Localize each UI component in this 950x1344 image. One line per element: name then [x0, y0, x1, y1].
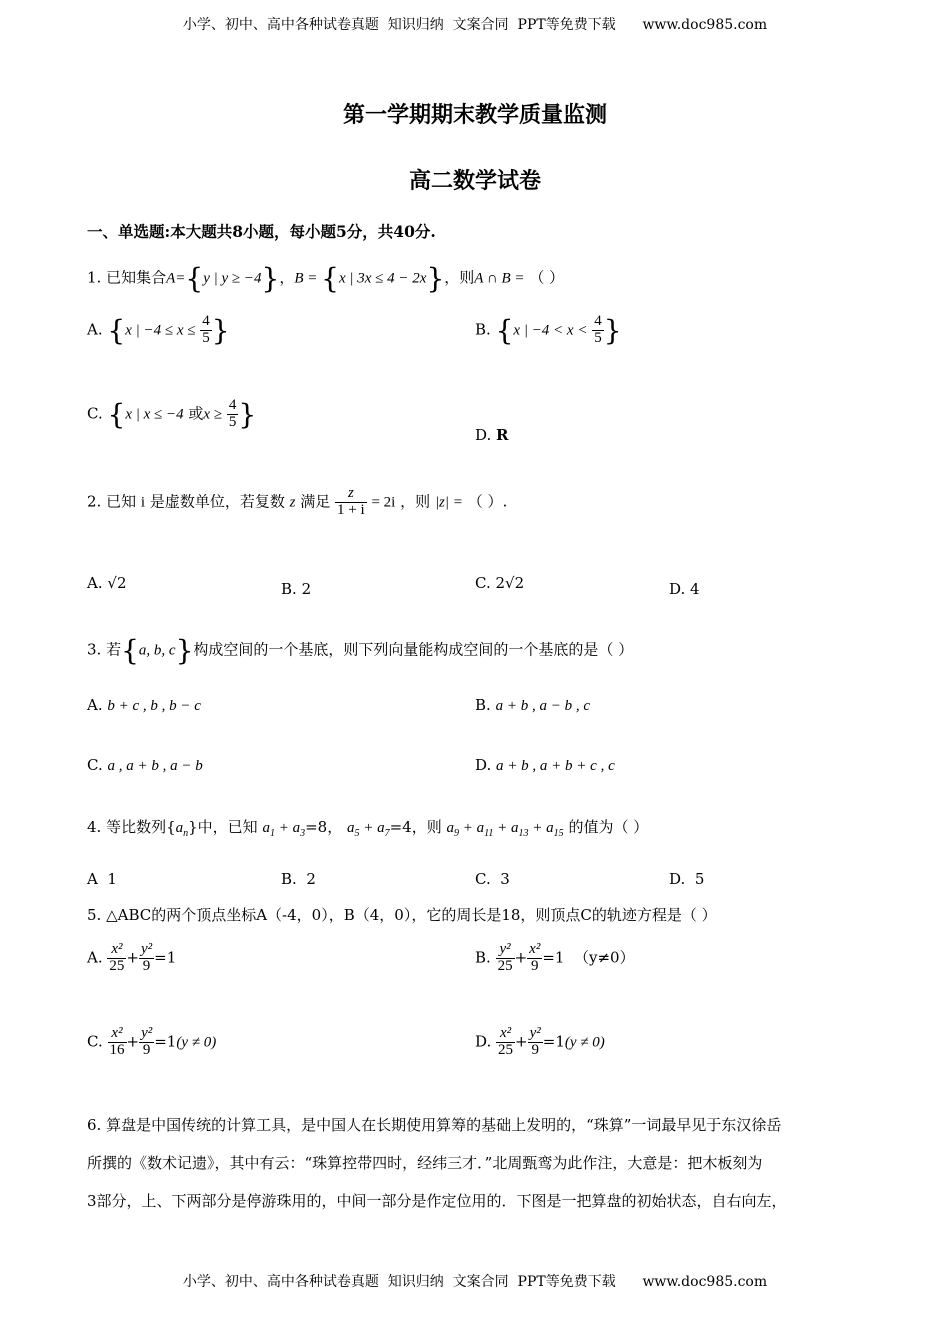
q1-option-a[interactable]: A. {x | −4 ≤ x ≤ $\frac{4}{5}$ }: [87, 313, 230, 347]
option-label: B.: [475, 320, 491, 339]
q2-paren: （ ）.: [467, 492, 508, 511]
q1-stem-pre: 1. 已知集合: [87, 268, 167, 287]
question-2-stem: [87, 486, 507, 519]
q1-set-b: x | 3x ≤ 4 − 2x: [338, 270, 427, 287]
option-label: C.: [87, 1032, 103, 1051]
q3-option-b[interactable]: [475, 696, 590, 715]
q4-target-sum: $a_9 + a_{11} + a_{13} + a_{15}$: [446, 820, 564, 839]
option-text: 2√2: [495, 574, 525, 592]
option-label: C.: [475, 870, 491, 888]
q2-stem-mid2: 满足: [300, 492, 331, 511]
q2-then: ，则: [400, 492, 431, 511]
option-label: D.: [475, 426, 492, 444]
option-text: √2: [107, 574, 127, 592]
q3-stem-post: 构成空间的一个基底，则下列向量能构成空间的一个基底的是（ ）: [193, 640, 634, 659]
q4-cond1: =8，: [305, 818, 343, 836]
q1-option-b[interactable]: B. {x | −4 < x < $\frac{4}{5}$ }: [475, 313, 622, 347]
question-3-stem: 3. 若{a, b, c}构成空间的一个基底，则下列向量能构成空间的一个基底的是（ ）: [87, 634, 634, 667]
option-label: B.: [475, 696, 491, 714]
q2-i: i: [140, 494, 146, 511]
frac-den: 5: [228, 414, 237, 430]
frac-den: 5: [594, 330, 602, 346]
question-6-text: [87, 1106, 867, 1220]
option-label: A.: [87, 320, 103, 339]
option-label: A.: [87, 574, 103, 592]
q1-then: ，则: [444, 268, 475, 287]
q4-stem-mid: }中，已知: [188, 818, 258, 836]
option-text: x | −4 < x <: [513, 322, 588, 339]
option-text: x | −4 ≤ x ≤: [125, 322, 196, 339]
equation-rhs: =1: [154, 948, 177, 967]
q4-term-1: $a_1 + a_3$: [262, 820, 306, 839]
frac-den: 9: [142, 1041, 151, 1058]
option-text: b + c , b , b − c: [107, 698, 201, 714]
option-label: D.: [475, 1032, 492, 1051]
frac-num: y²: [529, 1025, 541, 1041]
q1-intersection: A ∩ B =: [474, 270, 525, 287]
frac-num: y²: [140, 941, 153, 957]
frac-den: 16: [109, 1041, 125, 1058]
q4-option-c[interactable]: [475, 870, 510, 888]
option-label: B.: [281, 580, 297, 598]
q2-option-d[interactable]: [669, 580, 700, 598]
frac-den: 25: [498, 1041, 514, 1058]
q3-basis: a, b, c: [138, 642, 176, 659]
page-footer: 小学、初中、高中各种试卷真题 知识归纳 文案合同 PPT等免费下载 www.doc985.com: [182, 1274, 768, 1290]
frac-den: 9: [531, 1041, 539, 1058]
frac-num: x²: [108, 1026, 127, 1043]
equation-rhs: =1: [542, 948, 565, 967]
frac-den: 5: [202, 330, 210, 346]
option-label: A.: [87, 696, 103, 714]
frac-num: y²: [496, 942, 515, 959]
q5-option-c[interactable]: C. $\frac{\text{x²}}{16}$ + $\frac{\text{y²}}{9}$ =1(y ≠ 0): [87, 1025, 217, 1058]
frac-den: 9: [142, 957, 151, 974]
option-text: R: [496, 426, 509, 444]
q4-option-d[interactable]: [669, 870, 704, 888]
q1-set-b-label: B =: [294, 270, 322, 287]
q2-eq: = 2i: [371, 494, 396, 511]
q4-an-sub: n: [183, 828, 189, 839]
q6-line-2: 所撰的《数术记遗》，其中有云：“珠算控带四时，经纬三才．”北周甄鸾为此作注，大意是：把木板刻为: [87, 1154, 763, 1172]
q1-set-a: y | y ≥ −4: [203, 270, 262, 287]
question-5-stem: 5. △ABC的两个顶点坐标A（-4，0），B（4，0），它的周长是18，则顶点C的轨迹方程是（ ）: [87, 906, 717, 924]
q2-z: z: [289, 494, 296, 511]
q3-option-c[interactable]: [87, 756, 203, 775]
option-label: C.: [87, 404, 103, 423]
q4-an: a: [175, 820, 184, 836]
option-text: 4: [690, 580, 700, 598]
section-heading: 一、单选题:本大题共8小题，每小题5分，共40分.: [87, 222, 436, 241]
exam-title: 第一学期期末教学质量监测: [342, 102, 607, 128]
option-text: 3: [500, 870, 510, 888]
frac-den: 1 + i: [337, 501, 365, 518]
condition: (y ≠ 0): [564, 1034, 605, 1051]
option-text: 5: [694, 870, 705, 888]
option-text: a + b , a − b , c: [495, 698, 590, 714]
option-label: A.: [87, 948, 103, 967]
frac-den: 25: [109, 957, 125, 974]
q5-option-d[interactable]: D. $\frac{\text{x²}}{25}$ + $\frac{\text{y²}}{9}$ =1(y ≠ 0): [475, 1025, 605, 1058]
q1-option-c[interactable]: C. {x | x ≤ −4 或x ≥ $\frac{4}{5}$ }: [87, 397, 257, 431]
question-1-stem: 1. 已知集合A={y | y ≥ −4}，B = {x | 3x ≤ 4 − 2x}，则A ∩ B = （ ）: [87, 262, 565, 295]
frac-num: z: [335, 486, 367, 503]
q4-cond2: =4，则: [389, 818, 442, 836]
frac-num: x²: [496, 1026, 515, 1043]
frac-num: x²: [107, 942, 126, 959]
frac-num: 4: [594, 313, 602, 330]
q4-option-a[interactable]: [87, 870, 117, 888]
frac-num: y²: [141, 1025, 153, 1041]
q3-option-a[interactable]: [87, 696, 201, 715]
q2-stem-mid: 是虚数单位，若复数: [149, 492, 285, 511]
q2-option-c[interactable]: [475, 574, 524, 592]
option-label: C.: [87, 756, 103, 774]
option-label: B.: [475, 948, 491, 967]
option-label: D.: [669, 870, 686, 888]
q4-option-b[interactable]: [281, 870, 316, 888]
page-header: 小学、初中、高中各种试卷真题 知识归纳 文案合同 PPT等免费下载 www.doc985.com: [182, 17, 768, 33]
option-label: D.: [475, 756, 492, 774]
frac-num: x²: [529, 941, 541, 957]
q2-abs: |z| =: [434, 494, 463, 511]
option-label: A: [87, 870, 98, 888]
option-text: 2: [301, 580, 312, 598]
option-or: 或: [188, 404, 204, 423]
q4-stem-post: 的值为（ ）: [568, 818, 649, 836]
q2-option-a[interactable]: [87, 574, 127, 592]
frac-num: 4: [202, 313, 210, 330]
q2-option-b[interactable]: [281, 580, 311, 598]
frac-num: 4: [228, 397, 237, 414]
option-text-2: x ≥: [203, 406, 223, 423]
option-text: a , a + b , a − b: [107, 758, 203, 774]
q6-line-3: 3部分，上、下两部分是停游珠用的，中间一部分是作定位用的．下图是一把算盘的初始状态，自右向左，: [87, 1192, 787, 1210]
exam-subtitle: 高二数学试卷: [408, 168, 541, 194]
q3-option-d[interactable]: [475, 756, 615, 775]
equation-rhs: =1: [154, 1032, 177, 1051]
q3-stem-pre: 3. 若: [87, 640, 122, 659]
q5-option-b[interactable]: B. $\frac{\text{y²}}{25}$ + $\frac{\text{x²}}{9}$ =1 （y≠0）: [475, 941, 635, 974]
q6-line-1: 6. 算盘是中国传统的计算工具，是中国人在长期使用算筹的基础上发明的，“珠算”一词最早见于东汉徐岳: [87, 1116, 782, 1134]
question-4-stem: [87, 816, 648, 839]
condition: (y ≠ 0): [176, 1034, 217, 1051]
q1-option-d[interactable]: [475, 426, 509, 444]
option-text: a + b , a + b + c , c: [496, 758, 615, 774]
option-label: D.: [669, 580, 686, 598]
q1-set-a-label: A=: [166, 270, 186, 287]
option-label: C.: [475, 574, 491, 592]
option-text: 1: [107, 870, 117, 888]
option-text: x | x ≤ −4: [125, 406, 184, 423]
option-text: 2: [306, 870, 316, 888]
condition: （y≠0）: [573, 948, 635, 967]
frac-den: 25: [497, 957, 513, 974]
q4-stem-pre: 4. 等比数列{: [87, 818, 176, 836]
option-label: B.: [281, 870, 297, 888]
equation-rhs: =1: [542, 1032, 565, 1051]
q2-stem-pre: 2. 已知: [87, 492, 137, 511]
q4-term-2: $a_5 + a_7$: [346, 820, 390, 839]
q1-paren: （ ）: [529, 268, 565, 287]
q5-option-a[interactable]: A. $\frac{\text{x²}}{25}$ + $\frac{\text{y²}}{9}$ =1: [87, 941, 177, 974]
frac-den: 9: [530, 957, 539, 974]
